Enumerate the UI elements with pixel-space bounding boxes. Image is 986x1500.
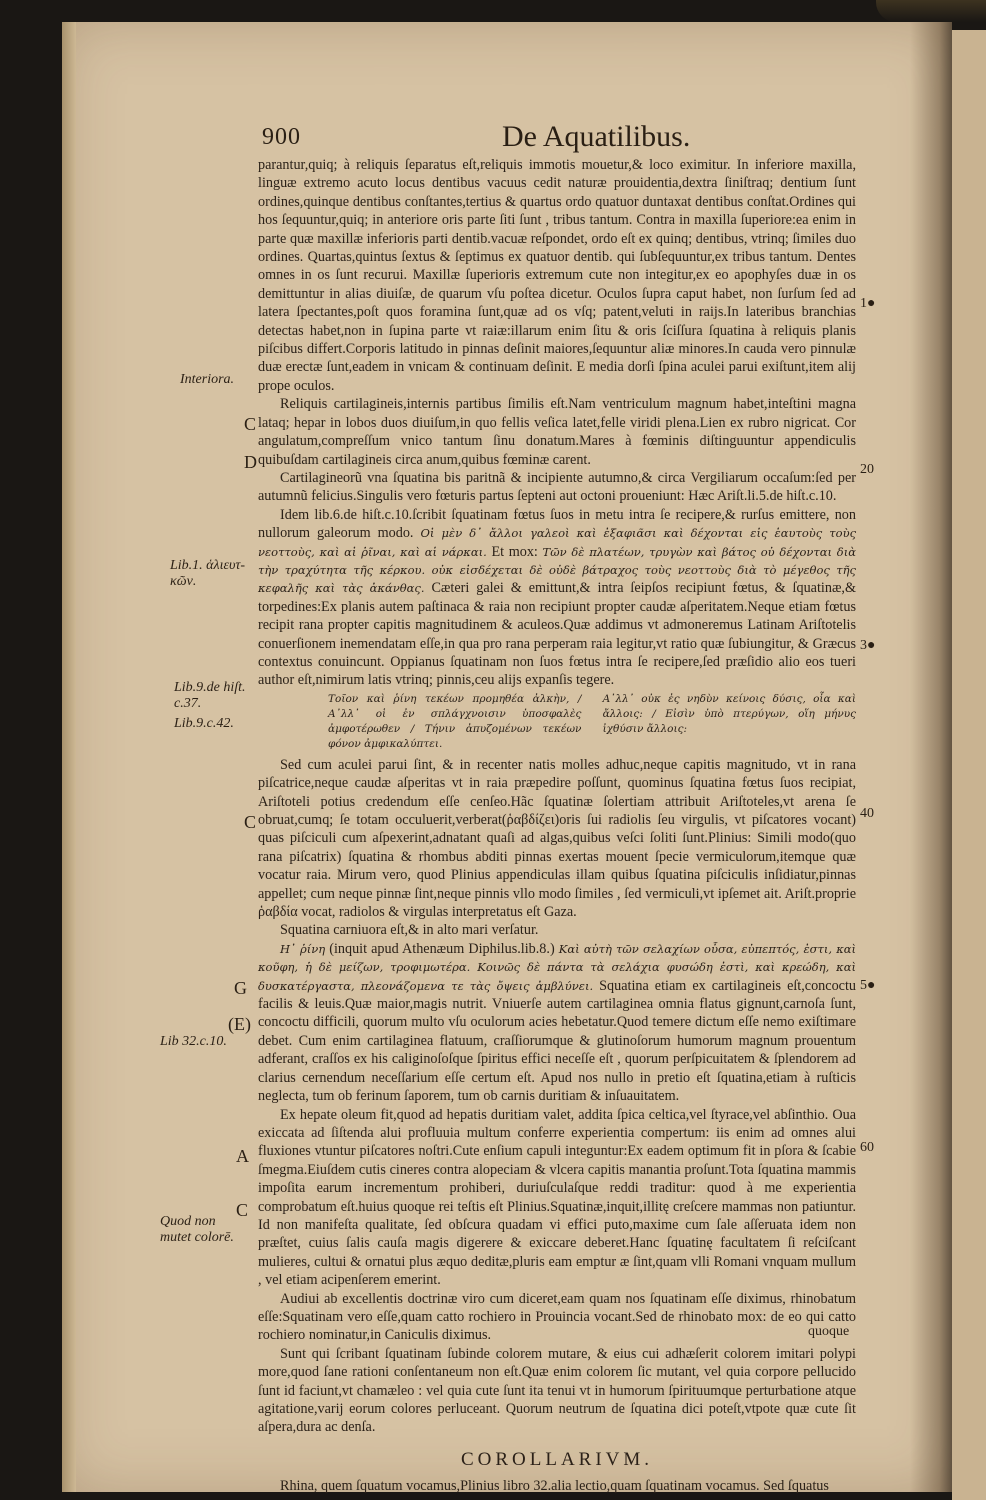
paragraph-galei [258,506,856,690]
adjacent-page-edge [952,30,986,1500]
margin-letter: A [236,1146,249,1166]
paragraph-hepate: Ex hepate oleum fit,quod ad hepatis duritiam valet, addita ſpica celtica,vel ſtyrace,vel abſinthio. Oua exiccata ad ſiſtenda alui profluuia multum conferre experientia compertum: iis enim ad omnes alui fluxiones vtuntur piſcatores noſtri.Cute enſium capuli integuntur:Ex eadem optimum fit in pſora & ſcabie ſmegma.Eiuſdem cutis cineres contra alopeciam & vlcera capitis manantia proſunt.Tota ſquatina mammis impoſita earum incrementum prohiberi, duriuſculaſque reddi traditur: quod à me experientia comprobatum eſt.huius quoque rei teſtis eſt Plinius.Squatinæ,inquit,illitę creſcere mammas non patiuntur. Id non manifeſta qualitate, ſed obſcura quadam vi effici puto,maxime cum ſale aſſeruata idem non præſtet, cuius ſalis cauſa magis digerere & exiccare deberet.Hanc ſquatinę facultatem ſi reſciſcant mulieres, cultui & ornatui plus æquo deditæ,pluris eam emptur æ ſint,quam vlli Romani vnquam mullum , vel etiam acipenſerem emerint. [258,1106,856,1289]
page-stack-edge [62,22,76,1492]
margin-note-lib1: Lib.1. ἁλιευτ-κῶν. [170,558,246,589]
verse-right: Α᾽λλ᾽ οὐκ ἐς νηδὺν κείνοις δύσις, οἷα καὶ ἄλλοις: / Εἰσὶν ὑπὸ πτερύγων, οἵη μήνυς ἰχθύσιν ἄλλοις: [602,692,856,735]
paragraph-rhinobatus: Audiui ab excellentis doctrinæ viro cum diceret,eam quam nos ſquatinam eſſe diximus, rhinobatum eſſe:Squatinam vero eſſe,quam catto rochiero in Prouincia vocant.Sed de rhinobato mox: de eo qui catto rochiero nominatur,in Caniculis diximus. [258,1290,856,1344]
main-text [258,156,856,1496]
paragraph-diphilus [258,940,856,1106]
text-run: Idem lib.6.de hiſt.c.10.ſcribit ſquatinam fœtus ſuos in metu intra ſe recipere,& rurſus emittere, non nullorum galeorum modo. [258,506,856,542]
greek-quote: Οἱ μὲν δ᾽ ἄλλοι γαλεοὶ καὶ ἐξαφιᾶσι καὶ δέχονται εἰς ἑαυτοὺς τοὺς νεοττοὺς, καὶ αἱ ῥῖναι, καὶ αἱ νάρκαι. [258,526,857,559]
margin-letter: (E) [228,1014,251,1034]
greek-quote: Καὶ αὐτὴ τῶν σελαχίων οὖσα, εὐπεπτός, ἐστι, καὶ κοῦφη, ἡ δὲ μείζων, τροφιμωτέρα. Κοινῶς δὲ πάντα τὰ σελάχια φυσώδη ἐστὶ, καὶ κρεώδη, καὶ δυσκατέργαστα, πλεονάζομενα τε τὰς ὄψεις ἀμβλύνει. [258,941,857,993]
page-gutter-shadow [910,22,952,1492]
text-run: Squatina etiam ex cartilagineis eſt,concoctu facilis & leuis.Quæ maior,magis nutrit. Vniuerſe autem cartilaginea omnia flatus gignunt,carnoſa ſunt, concoctu difficili, quorum multo vſu oculorum acies hebetatur.Quod temere dictum eſſe nemo exiſtimare debet. Cum enim cartilaginea flatuum, craſſiorumque & glutinoſorum humorum magnum prouentum adferant, craſſos ex his caliginoſoſque ſpiritus effici neceſſe eſt , quorum perſpicuitatem & ſplendorem ad clarius cernendum neceſſarium eſſe certum eſt. Apud nos nullo in pretio eſt ſquatina,etiam à ruſticis neglecta, tum ob ferinum ſaporem, tum ob carnis duritiam & inſuauitatem. [258,977,857,1105]
paragraph-partus: Cartilagineorũ vna ſquatina bis paritnã & incipiente autumno,& circa Vergiliarum occaſum:ſed per autumnũ felicius.Singulis vero fœturis partus ſepteni aut octoni proueniunt: Hæc Ariſt.li.5.de hiſt.c.10. [258,469,856,505]
margin-letter: C [236,1200,249,1220]
margin-note-lib32: Lib 32.c.10. [160,1034,227,1049]
line-number: 40 [860,806,874,821]
text-run: Et mox: [491,543,538,560]
verse-left: Τοῖον καὶ ῥίνη τεκέων προμηθέα ἀλκὴν, / Α᾽λλ᾽ οἱ ἐν σπλάγχνοισιν ὑποσφαλὲς ἀμφοτέρωθεν / Τήνιν ἀπυζομένων τεκέων φόνον ἀμφικαλύπτει. [328,692,582,750]
margin-note-lib9-c42: Lib.9.c.42. [174,716,234,731]
paragraph-colorem: Sunt qui ſcribant ſquatinam ſubinde colorem mutare, & eius cui adhæſerit colorem imitari polypi more,quod ſane rationi conſentaneum non eſt.Quæ enim colorem ſic mutant, vel quia corpore pellucido ſunt id faciunt,vt chamæleo : vel quia cute ſunt ita tenui vt in humorum ſpirituumque perturbatione atque agitatione,varij eorum colores perluceant. Quorum neutrum de ſquatina dici poteſt,vtpote quæ cute ſit aſpera,dura ac denſa. [258,1345,856,1436]
paragraph-carniuora: Squatina carniuora eſt,& in alto mari verſatur. [280,922,539,939]
greek-quote: Τῶν δὲ πλατέων, τρυγὼν καὶ βάτος οὐ δέχονται διὰ τὴν τραχύτητα τῆς κέρκου. οὐκ εἰσδέχεται δὲ οὐδὲ βάτραχος τοὺς νεοττοὺς διὰ τὸ μέγεθος τῆς κεφαλῆς καὶ τὰς ἀκάνθας. [258,544,856,596]
margin-letter: C [244,812,257,832]
paragraph-rhina: Rhina, quem ſquatum vocamus,Plinius libro 32.alia lectio,quam ſquatinam vocamus. Sed ſquatus [280,1478,829,1495]
page-number: 900 [262,124,301,150]
line-number: 3● [860,638,876,653]
line-number: 1● [860,296,876,311]
text-run: Cæteri galei & emittunt,& intra ſeipſos recipiunt fœtus, & ſquatinæ,& torpedines:Ex planis autem paſtinaca & raia non recipiunt propter caudæ aſperitatem.Neque etiam fœtus recipit rana propter capitis magnitudinem & aculeos.Quæ addimus vt admoneremus Latinam Ariſtotelis conuerſionem inemendatam eſſe,in qua pro rana perperam raia legitur,vt ratio quæ ſubiungitur, & Græcus contextus conuincunt. Oppianus ſquatinam non ſuos fœtus intra ſe recipere,ſed præſidio alio eos tueri author eſt,nimirum latis vtrinq; pinnis,ceu alijs expanſis tegere. [258,580,856,689]
margin-note-interiora: Interiora. [180,372,235,387]
paragraph-aculei: Sed cum aculei parui ſint, & in recenter natis molles adhuc,neque capitis magnitudo, vt in rana piſcatrice,neque caudæ aſperitas vt in raia præpedire poſſunt, quominus ſquatina fœtus ſuos recipiat, Ariſtoteli potius credendum eſſe cenſeo.Hãc ſquatinæ ſolertiam attribuit Ariſtoteles,vt arena ſe obruat,cumq; ſe totam occuluerit,verberat(ῥαβδίζει)oris ſui radiolis ſeu virgulis, vt piſcatores vocant) quas piſciculi cum aſpexerint,adnatant quaſi ad algas,quibus veſci ſoliti ſunt.Plinius: Simili modo(quo rana piſcatrix) ſquatina & rhombus abditi pinnas exertas mouent ſpecie vermiculorum,itemque quæ vocatur raia. Mirum vero, quod Plinius appendiculas illam quibus ſquatina piſciculis inſidiatur,pinnas appellet; cum neque pinnæ ſint,neque pinnis vllo modo ſimiles , ſed vermiculi,vt ipſemet ait. Ariſt.proprie ῥαβδία vocat, radiolos & virgulas interpretatus eſt Gaza. [258,756,856,921]
page-header [262,118,872,158]
line-number: 5● [860,978,876,993]
paragraph-anatomy: parantur,quiq; à reliquis ſeparatus eſt,reliquis immotis mouetur,& loco eximitur. In inferiore maxilla, linguæ extremo acuto locus dentibus vacuus cedit naturæ prouidentia,dextra ſiniſtraq; dentium ſunt ordines,quinque dentibus conſtantes,tertius & quartus ordo quatuor duntaxat dentibus conſtat.Ordines qui hos ſequuntur,quiq; in anteriore oris parte ſiti ſunt , tribus tantum. Contra in maxilla ſuperiore:ea enim in parte quæ maxillæ inferioris parti dentib.vacuæ reſpondet, ordo eſt ex quinq; dentibus, vtrinq; ſimiles duo ordines. Quartas,quintus ſextus & ſeptimus ex quatuor dentib. qui ſubſequuntur,ex tribus tantum. Dentes omnes in os ſunt recurui. Maxillæ ſuperioris extremum cute non integitur,ex eo apophyſes duæ in os demittuntur in alias diuiſæ, de quarum vſu poſtea dicetur. Oculos ſupra caput habet, non ſurſum ſed ad latera ſpectantes,poſt quos foramina ſunt,quæ ad os vſq; patent,veluti in raijs.In lateribus branchias detectas habet,non in ſupina parte vt raiæ:illarum enim ſitu & oris ſciſſura ſquatina à reliquis planis piſcibus differt.Corporis latitudo in pinnas deſinit maiores,ſequuntur aliæ minores.In cauda vero pinnulæ duæ erectæ ſunt,eadem in vnicam & continuam deſinit. E media dorſi ſpina aculei parui exiſtunt,item alij prope oculos. [258,157,856,394]
margin-letter: D [244,452,257,472]
margin-letter: C [244,414,257,434]
line-number: 60 [860,1140,874,1155]
oppian-verse [328,692,856,752]
paragraph-interiora: Reliquis cartilagineis,internis partibus ſimilis eſt.Nam ventriculum magnum habet,inteſtini magna lataq; hepar in lobos duos diuiſum,in quo fellis veſica latet,felle viridi plena.Lien ex rubro nigricat. Cor angulatum,compreſſum vnico tantum ſinu donatum.Mares à fœminis diſtinguuntur appendiculis quibuſdam cartilagineis circa anum,quibus fœminæ carent. [258,396,856,468]
corollary-heading: COROLLARIVM. [460,1448,654,1470]
margin-letter: G [234,978,247,998]
greek-quote: Η᾽ ῥίνη [280,941,326,956]
book-clasp [876,0,986,22]
catchword: quoque [808,1324,850,1339]
margin-note-lib9-hist: Lib.9.de hiſt. c.37. [174,680,246,711]
running-title: De Aquatilibus. [502,120,691,153]
text-run: (inquit apud Athenæum Diphilus.lib.8.) [329,940,555,957]
margin-note-quod-non: Quod non mutet colorē. [160,1214,234,1245]
line-number: 20 [860,462,874,477]
